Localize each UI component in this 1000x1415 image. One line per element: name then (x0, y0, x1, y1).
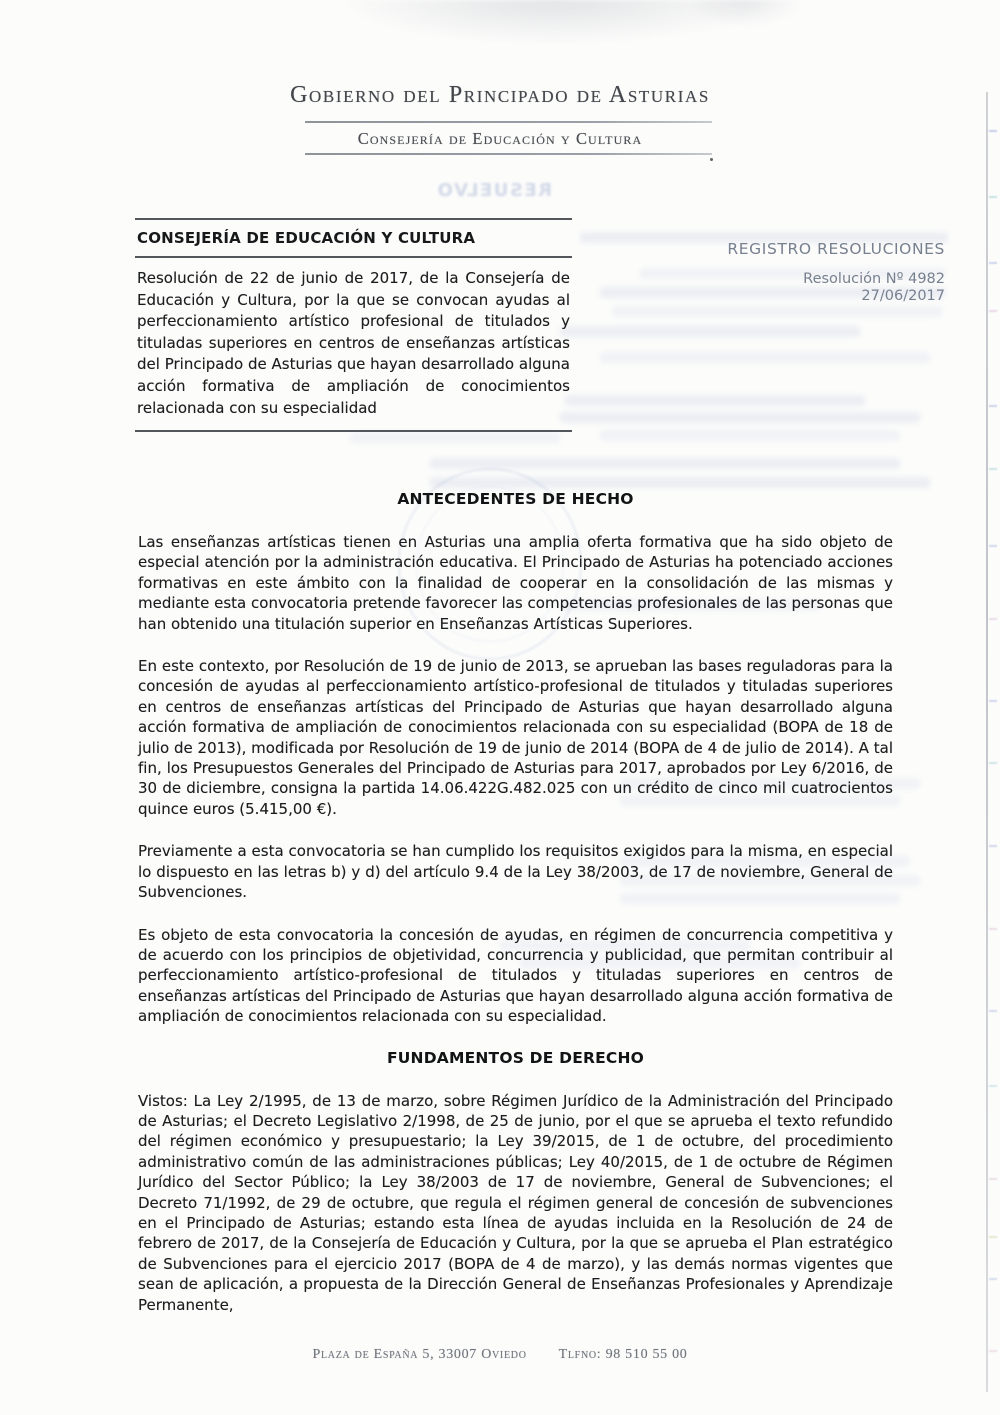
paragraph: En este contexto, por Resolución de 19 de junio de 2013, se aprueban las bases reguladoras para la concesión de ayudas al perfeccionamiento artístico-profesional de titulados y tituladas superiores en centros de enseñanzas artísticas del Principado de Asturias que hayan desarrollado alguna acción formativa de ampliación de conocimientos relacionada con su especialidad (BOPA de 18 de julio de 2013), modificada por Resolución de 19 de junio de 2014 (BOPA de 4 de julio de 2014). A tal fin, los Presupuestos Generales del Principado de Asturias para 2017, aprobados por Ley 6/2016, de 30 de diciembre, consigna la partida 14.06.422G.482.025 con un crédito de cinco mil cuatrocientos quince euros (5.415,00 €). (138, 657, 893, 818)
stamp-date: 27/06/2017 (861, 288, 945, 304)
bleed-through-artifact (565, 395, 865, 406)
scan-tick (989, 618, 997, 620)
bleed-through-text: RESUELVO (436, 180, 552, 201)
footer-address: Plaza de España 5, 33007 Oviedo (312, 1347, 527, 1362)
footer-phone: Tlfno: 98 510 55 00 (558, 1347, 688, 1362)
scan-tick (989, 405, 997, 407)
stamp-resolution-number: Resolución Nº 4982 (803, 271, 945, 287)
scan-tick (989, 762, 997, 764)
scan-tick (989, 845, 997, 847)
title-box-heading: CONSEJERÍA DE EDUCACIÓN Y CULTURA (135, 220, 572, 258)
page-footer (0, 1347, 1000, 1363)
scan-tick (989, 1178, 997, 1180)
resolution-title-box (135, 218, 572, 432)
bleed-through-artifact (560, 326, 860, 337)
scan-tick (989, 1085, 997, 1087)
section-heading-fundamentos: FUNDAMENTOS DE DERECHO (386, 1048, 645, 1067)
resolution-title-text: Resolución de 22 de junio de 2017, de la Consejería de Educación y Cultura, por la que se convocan ayudas al perfeccionamiento artístico profesional de titulados y tituladas superiores en centros de enseñanzas artísticas del Principado de Asturias que hayan desarrollado alguna acción formativa de ampliación de conocimientos relacionada con su especialidad (137, 269, 570, 417)
bleed-through-artifact (350, 432, 560, 443)
paragraph: Es objeto de esta convocatoria la concesión de ayudas, en régimen de concurrencia competitiva y de acuerdo con los principios de objetividad, concurrencia y publicidad, que permitan contribuir al perfeccionamiento artístico-profesional de titulados y tituladas superiores en centros de enseñanzas artísticas del Principado de Asturias que hayan desarrollado alguna acción formativa de ampliación de conocimientos relacionada con su especialidad. (138, 925, 893, 1026)
stamp-registry-label: REGISTRO RESOLUCIONES (727, 240, 945, 258)
document-body (138, 490, 893, 1337)
section-heading-antecedentes: ANTECEDENTES DE HECHO (397, 490, 634, 508)
letterhead-divider (305, 153, 712, 155)
scan-tick (989, 468, 997, 470)
page-edge-scan-line (986, 92, 988, 1392)
scan-tick (989, 262, 997, 264)
paragraph: Previamente a esta convocatoria se han cumplido los requisitos exigidos para la misma, en especial lo dispuesto en las letras b) y d) del artículo 9.4 de la Ley 38/2003, de 17 de noviembre, General de Subvenciones. (138, 842, 893, 902)
scan-tick (989, 545, 997, 547)
scan-smudge (690, 0, 800, 26)
government-name: Gobierno del Principado de Asturias (290, 82, 710, 108)
scan-tick (989, 196, 997, 198)
scan-tick (989, 1236, 997, 1238)
letterhead-divider (305, 121, 712, 123)
paragraph: Vistos: La Ley 2/1995, de 13 de marzo, sobre Régimen Jurídico de la Administración del Principado de Asturias; el Decreto Legislativo 2/1998, de 25 de junio, por el que se aprueba el texto refundido del régimen económico y presupuestario; la Ley 39/2015, de 1 de octubre, del procedimiento administrativo común de las administraciones públicas; Ley 40/2015, de 1 de octubre de Régimen Jurídico del Sector Público; la Ley 38/2003 de 17 de noviembre, General de Subvenciones; el Decreto 71/1992, de 29 de octubre, que regula el régimen general de concesión de subvenciones en el Principado de Asturias; estando esta línea de ayudas incluida en la Resolución de 24 de febrero de 2017, de la Consejería de Educación y Cultura, por la que se aprueba el Plan estratégico de Subvenciones para el ejercicio 2017 (BOPA de 4 de marzo), y las demás normas vigentes que sean de aplicación, a propuesta de la Dirección General de Enseñanzas Profesionales y Aprendizaje Permanente, (138, 1091, 893, 1314)
registry-stamp (727, 240, 945, 305)
bleed-through-artifact (560, 412, 920, 423)
scan-tick (989, 928, 997, 930)
bleed-through-artifact (612, 306, 942, 317)
scan-tick (989, 1278, 997, 1280)
paragraph: Las enseñanzas artísticas tienen en Asturias una amplia oferta formativa que ha sido objeto de especial atención por la administración educativa. El Principado de Asturias ha potenciado acciones formativas en este ámbito con la finalidad de cooperar en la consolidación de las mismas y mediante esta convocatoria pretende favorecer las competencias profesionales de las personas que han obtenido una titulación superior en Enseñanzas Artísticas Superiores. (138, 533, 893, 633)
bleed-through-artifact (600, 352, 930, 363)
bleed-through-artifact (600, 430, 900, 441)
scan-tick (989, 1010, 997, 1012)
scan-tick (989, 310, 997, 312)
bleed-through-artifact (430, 458, 900, 469)
department-name: Consejería de Educación y Cultura (357, 129, 643, 148)
scan-dot-artifact (710, 158, 713, 161)
scan-tick (989, 700, 997, 702)
